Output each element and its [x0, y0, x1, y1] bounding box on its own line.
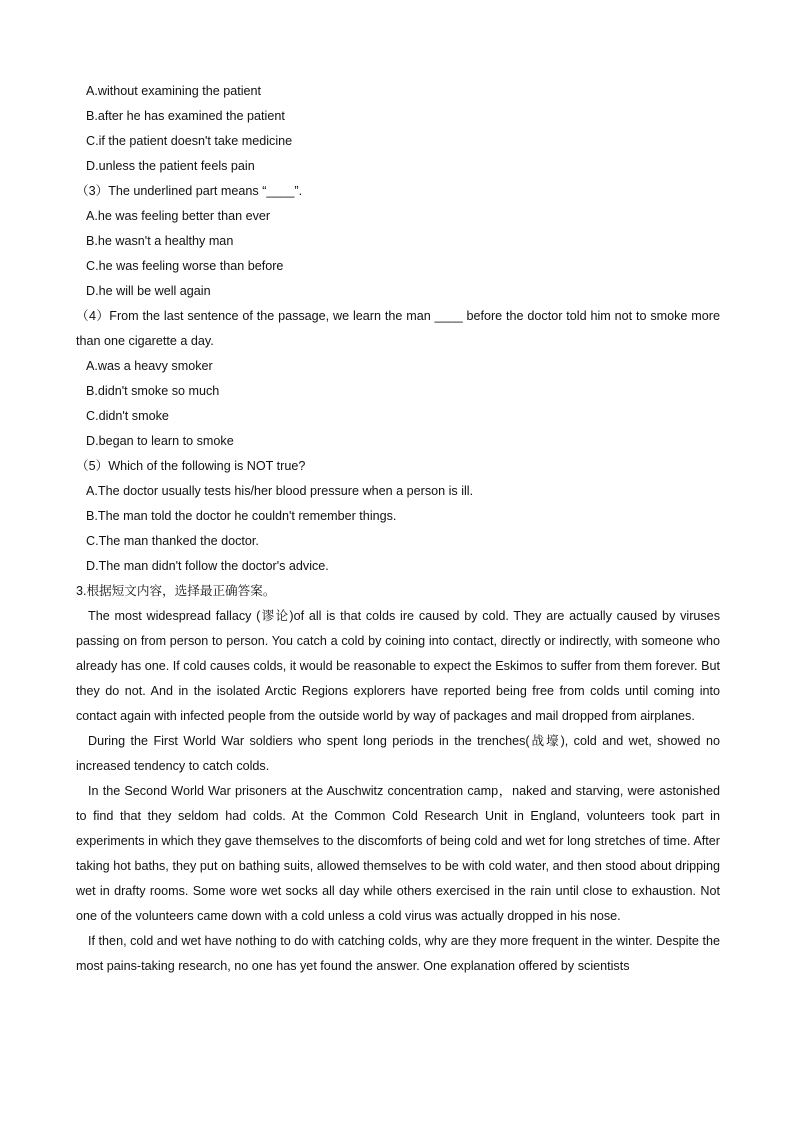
option-c: C.didn't smoke	[86, 409, 169, 423]
option-d: D.he will be well again	[86, 284, 211, 298]
passage-paragraph: In the Second World War prisoners at the Auschwitz concentration camp，naked and starving, were astonished to find that they seldom had colds. At the Common Cold Research Unit in England, volunteers took part in experiments in which they gave themselves to the discomforts of being cold and wet for long stretches of time. After taking hot baths, they put on bathing suits, allowed themselves to be with cold water, and then stood about dripping wet in drafty rooms. Some wore wet socks all day while others exercised in the rain until close to exhaustion. Not one of the volunteers came down with a cold unless a cold virus was actually dropped in his nose.	[76, 784, 720, 923]
option-b: B.didn't smoke so much	[86, 384, 220, 398]
question-5	[76, 454, 720, 579]
passage-paragraph: If then, cold and wet have nothing to do with catching colds, why are they more frequent in the winter. Despite the most pains-taking research, no one has yet found the answer. One explanation offered by scientists	[76, 934, 720, 973]
option-a: A.was a heavy smoker	[86, 359, 213, 373]
question-stem: （4）From the last sentence of the passage, we learn the man ____ before the doctor told him not to smoke more than one cigarette a day.	[76, 309, 720, 348]
option-b: B.he wasn't a healthy man	[86, 234, 234, 248]
question-2-options	[76, 79, 720, 179]
option-b: B.The man told the doctor he couldn't remember things.	[86, 509, 397, 523]
option-c: C.if the patient doesn't take medicine	[86, 134, 293, 148]
question-stem: （5）Which of the following is NOT true?	[76, 459, 306, 473]
option-d: D.unless the patient feels pain	[86, 159, 255, 173]
option-d: D.began to learn to smoke	[86, 434, 234, 448]
option-c: C.he was feeling worse than before	[86, 259, 284, 273]
section-heading: 3.根据短文内容，选择最正确答案。	[76, 584, 276, 598]
option-b: B.after he has examined the patient	[86, 109, 285, 123]
passage-paragraph: During the First World War soldiers who spent long periods in the trenches(战壕), cold and wet, showed no increased tendency to catch colds.	[76, 734, 720, 773]
passage-paragraph: The most widespread fallacy (谬论)of all is that colds ire caused by cold. They are actually caused by viruses passing on from person to person. You catch a cold by coining into contact, directly or indirectly, with someone who already has one. If cold causes colds, it would be reasonable to expect the Eskimos to suffer from them forever. But they do not. And in the isolated Arctic Regions explorers have reported being free from colds until coming into contact again with infected people from the outside world by way of packages and mail dropped from airplanes.	[76, 609, 720, 723]
option-a: A.The doctor usually tests his/her blood pressure when a person is ill.	[86, 484, 474, 498]
option-a: A.without examining the patient	[86, 84, 262, 98]
section-3	[76, 579, 720, 979]
option-c: C.The man thanked the doctor.	[86, 534, 259, 548]
option-a: A.he was feeling better than ever	[86, 209, 271, 223]
question-stem: （3）The underlined part means “____”.	[76, 184, 303, 198]
question-3	[76, 179, 720, 304]
question-4	[76, 304, 720, 454]
option-d: D.The man didn't follow the doctor's advice.	[86, 559, 329, 573]
